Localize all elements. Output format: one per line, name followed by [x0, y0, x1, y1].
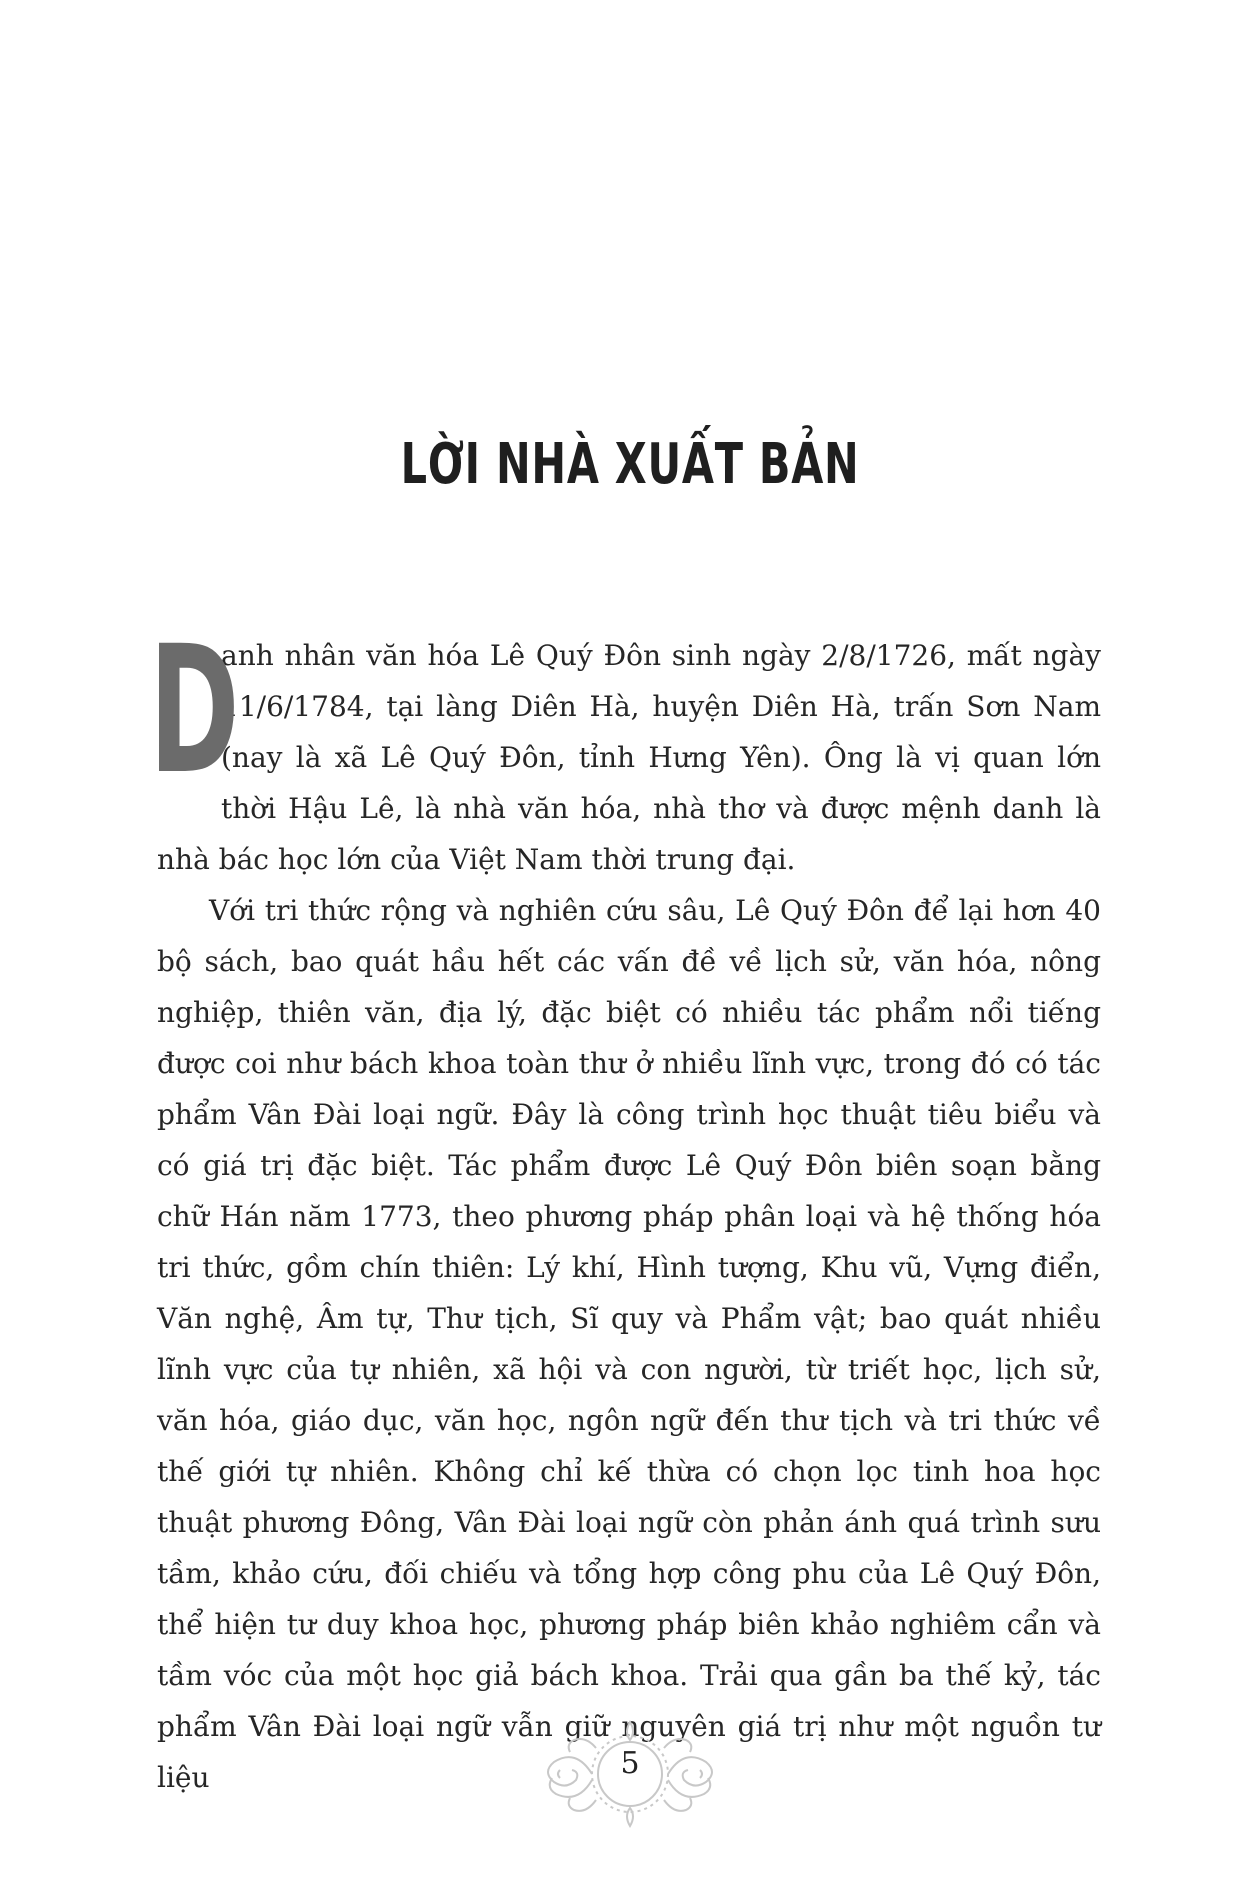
body-text: [149, 608, 1101, 1803]
page-title: LỜI NHÀ XUẤT BẢN: [400, 432, 860, 497]
paragraph-1-text: anh nhân văn hóa Lê Quý Đôn sinh ngày 2/8/1726, mất ngày 11/6/1784, tại làng Diên Hà, huyện Diên Hà, trấn Sơn Nam (nay là xã Lê Quý Đôn, tỉnh Hưng Yên). Ông là vị quan lớn thời Hậu Lê, là nhà văn hóa, nhà thơ và được mệnh danh là nhà bác học lớn của Việt Nam thời trung đại.: [157, 639, 1101, 876]
drop-cap: D: [149, 608, 240, 813]
paragraph-1: [149, 608, 1101, 885]
paragraph-2: Với tri thức rộng và nghiên cứu sâu, Lê Quý Đôn để lại hơn 40 bộ sách, bao quát hầu hết các vấn đề về lịch sử, văn hóa, nông nghiệp, thiên văn, địa lý, đặc biệt có nhiều tác phẩm nổi tiếng được coi như bách khoa toàn thư ở nhiều lĩnh vực, trong đó có tác phẩm Vân Đài loại ngữ. Đây là công trình học thuật tiêu biểu và có giá trị đặc biệt. Tác phẩm được Lê Quý Đôn biên soạn bằng chữ Hán năm 1773, theo phương pháp phân loại và hệ thống hóa tri thức, gồm chín thiên: Lý khí, Hình tượng, Khu vũ, Vựng điển, Văn nghệ, Âm tự, Thư tịch, Sĩ quy và Phẩm vật; bao quát nhiều lĩnh vực của tự nhiên, xã hội và con người, từ triết học, lịch sử, văn hóa, giáo dục, văn học, ngôn ngữ đến thư tịch và tri thức về thế giới tự nhiên. Không chỉ kế thừa có chọn lọc tinh hoa học thuật phương Đông, Vân Đài loại ngữ còn phản ánh quá trình sưu tầm, khảo cứu, đối chiếu và tổng hợp công phu của Lê Quý Đôn, thể hiện tư duy khoa học, phương pháp biên khảo nghiêm cẩn và tầm vóc của một học giả bách khoa. Trải qua gần ba thế kỷ, tác phẩm Vân Đài loại ngữ vẫn giữ nguyên giá trị như một nguồn tư liệu: [157, 894, 1101, 1794]
page-number: 5: [620, 1746, 640, 1781]
